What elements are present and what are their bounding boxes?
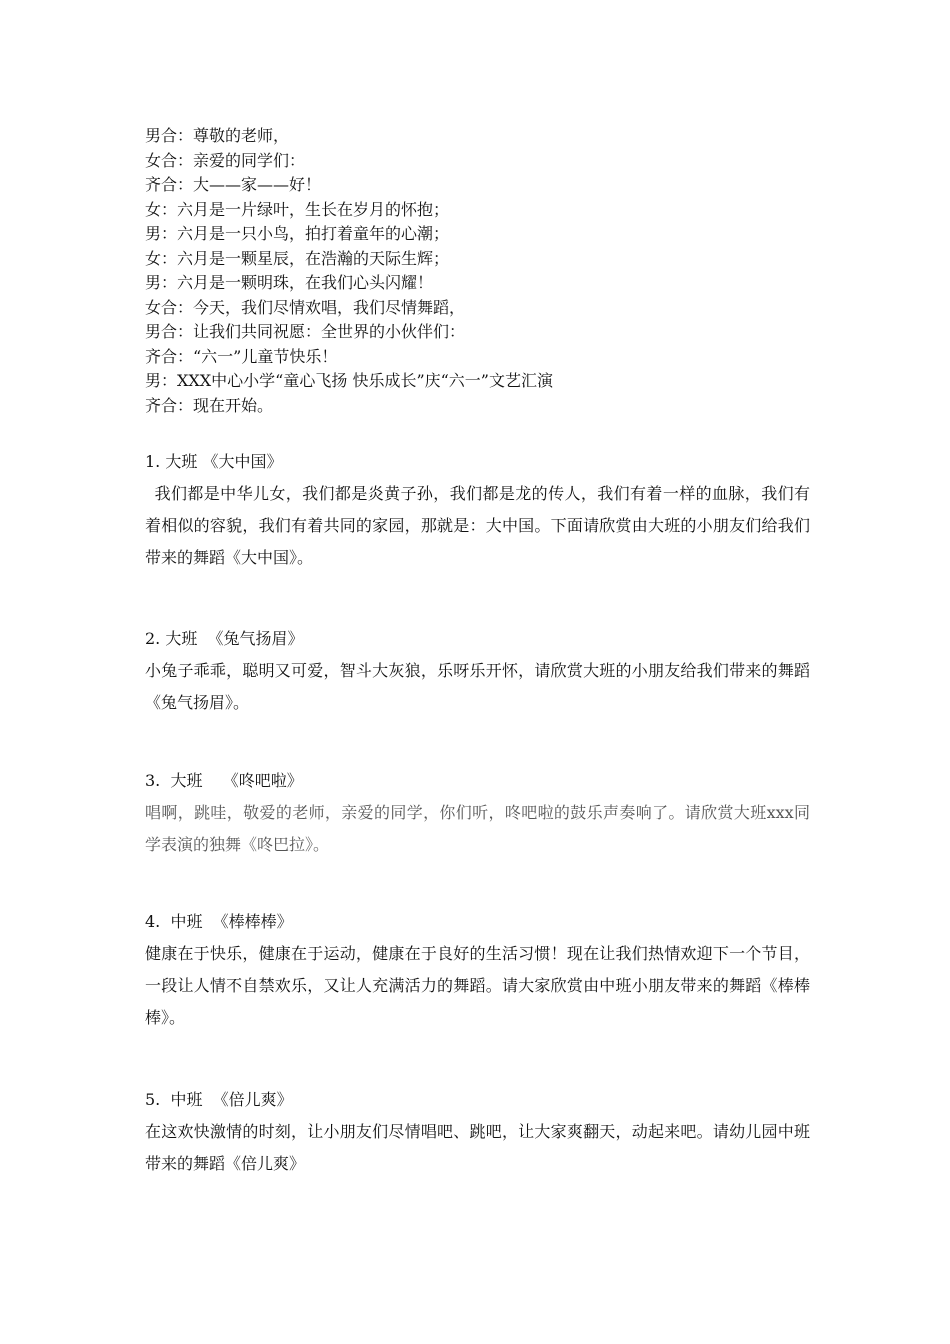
- program-item: [145, 450, 810, 574]
- program-title: 3. 大班 《咚吧啦》: [145, 771, 303, 790]
- intro-line: 齐合：大——家——好！: [145, 175, 322, 194]
- intro-line: 男合：让我们共同祝愿：全世界的小伙伴们：: [145, 322, 466, 341]
- program-intro: 唱啊，跳哇，敬爱的老师，亲爱的同学，你们听，咚吧啦的鼓乐声奏响了。请欣赏大班xxx同学表演的独舞《咚巴拉》。: [145, 803, 810, 854]
- intro-line: 男：六月是一只小鸟，拍打着童年的心潮；: [145, 224, 450, 243]
- program-intro: 小兔子乖乖，聪明又可爱，智斗大灰狼，乐呀乐开怀，请欣赏大班的小朋友给我们带来的舞蹈《兔气扬眉》。: [145, 661, 810, 712]
- intro-line: 男：六月是一颗明珠，在我们心头闪耀！: [145, 273, 434, 292]
- program-intro: 我们都是中华儿女，我们都是炎黄子孙，我们都是龙的传人，我们有着一样的血脉，我们有着相似的容貌，我们有着共同的家园，那就是：大中国。下面请欣赏由大班的小朋友们给我们带来的舞蹈《大中国》。: [145, 484, 810, 567]
- intro-line: 女合：亲爱的同学们：: [145, 150, 306, 170]
- intro-script: [145, 124, 810, 418]
- intro-line: 女：六月是一片绿叶，生长在岁月的怀抱；: [145, 199, 450, 219]
- program-title: 4. 中班 《棒棒棒》: [145, 912, 293, 931]
- program-intro: 在这欢快激情的时刻，让小朋友们尽情唱吧、跳吧，让大家爽翻天，动起来吧。请幼儿园中班带来的舞蹈《倍儿爽》: [145, 1122, 810, 1173]
- intro-line: 男合：尊敬的老师，: [145, 126, 290, 145]
- program-intro: 健康在于快乐，健康在于运动，健康在于良好的生活习惯！现在让我们热情欢迎下一个节目，一段让人情不自禁欢乐，又让人充满活力的舞蹈。请大家欣赏由中班小朋友带来的舞蹈《棒棒棒》。: [145, 944, 810, 1027]
- intro-line: 女合：今天，我们尽情欢唱，我们尽情舞蹈，: [145, 297, 466, 317]
- intro-line: 齐合：“六一”儿童节快乐！: [145, 346, 338, 366]
- intro-line: 齐合：现在开始。: [145, 395, 274, 415]
- intro-line: 男：XXX中心小学“童心飞扬 快乐成长”庆“六一”文艺汇演: [145, 371, 553, 390]
- program-title: 2. 大班 《兔气扬眉》: [145, 629, 304, 648]
- document-page: [145, 124, 810, 1173]
- program-item: [145, 769, 810, 861]
- program-item: [145, 627, 810, 719]
- program-title: 5. 中班 《倍儿爽》: [145, 1090, 293, 1109]
- program-item: [145, 1088, 810, 1180]
- program-item: [145, 910, 810, 1034]
- intro-line: 女：六月是一颗星辰，在浩瀚的天际生辉；: [145, 248, 450, 268]
- program-title: 1. 大班 《大中国》: [145, 452, 283, 471]
